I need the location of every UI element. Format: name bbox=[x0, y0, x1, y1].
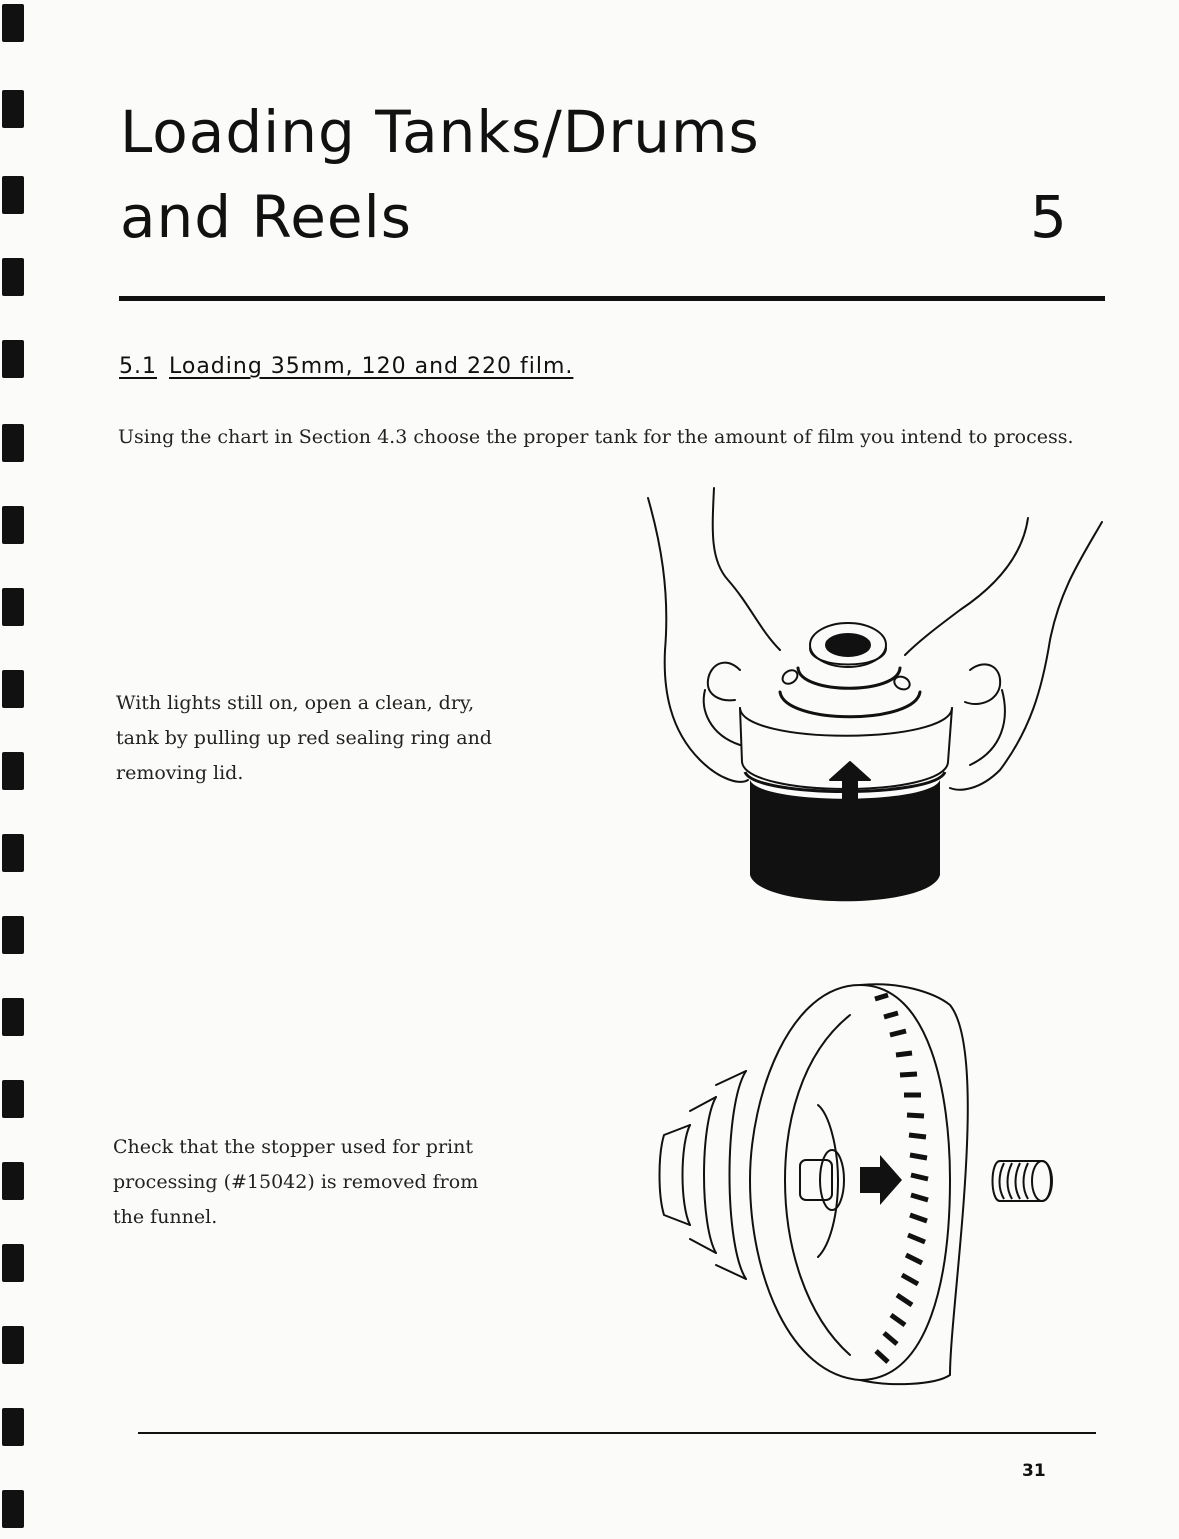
spiral-binding bbox=[0, 0, 40, 1539]
section-title: Loading 35mm, 120 and 220 film. bbox=[169, 354, 574, 379]
step-remove-stopper-paragraph: Check that the stopper used for print processing (#15042) is removed from the funnel. bbox=[113, 1136, 479, 1228]
intro-paragraph: Using the chart in Section 4.3 choose the proper tank for the amount of film you intend to process. bbox=[118, 426, 1074, 448]
step-open-tank-paragraph: With lights still on, open a clean, dry, tank by pulling up red sealing ring and removing lid. bbox=[116, 692, 492, 784]
chapter-number: 5 bbox=[1030, 183, 1067, 251]
page-number: 31 bbox=[1022, 1461, 1046, 1481]
section-number: 5.1 bbox=[119, 354, 157, 379]
section-heading bbox=[119, 354, 573, 380]
drum-with-stopper-illustration bbox=[650, 975, 1080, 1395]
header-rule bbox=[119, 296, 1105, 301]
footer-rule bbox=[138, 1432, 1096, 1434]
page-title-line-1: Loading Tanks/Drums bbox=[120, 98, 760, 166]
hands-lifting-tank-lid-illustration bbox=[630, 480, 1120, 910]
page-title-line-2: and Reels bbox=[120, 183, 412, 251]
